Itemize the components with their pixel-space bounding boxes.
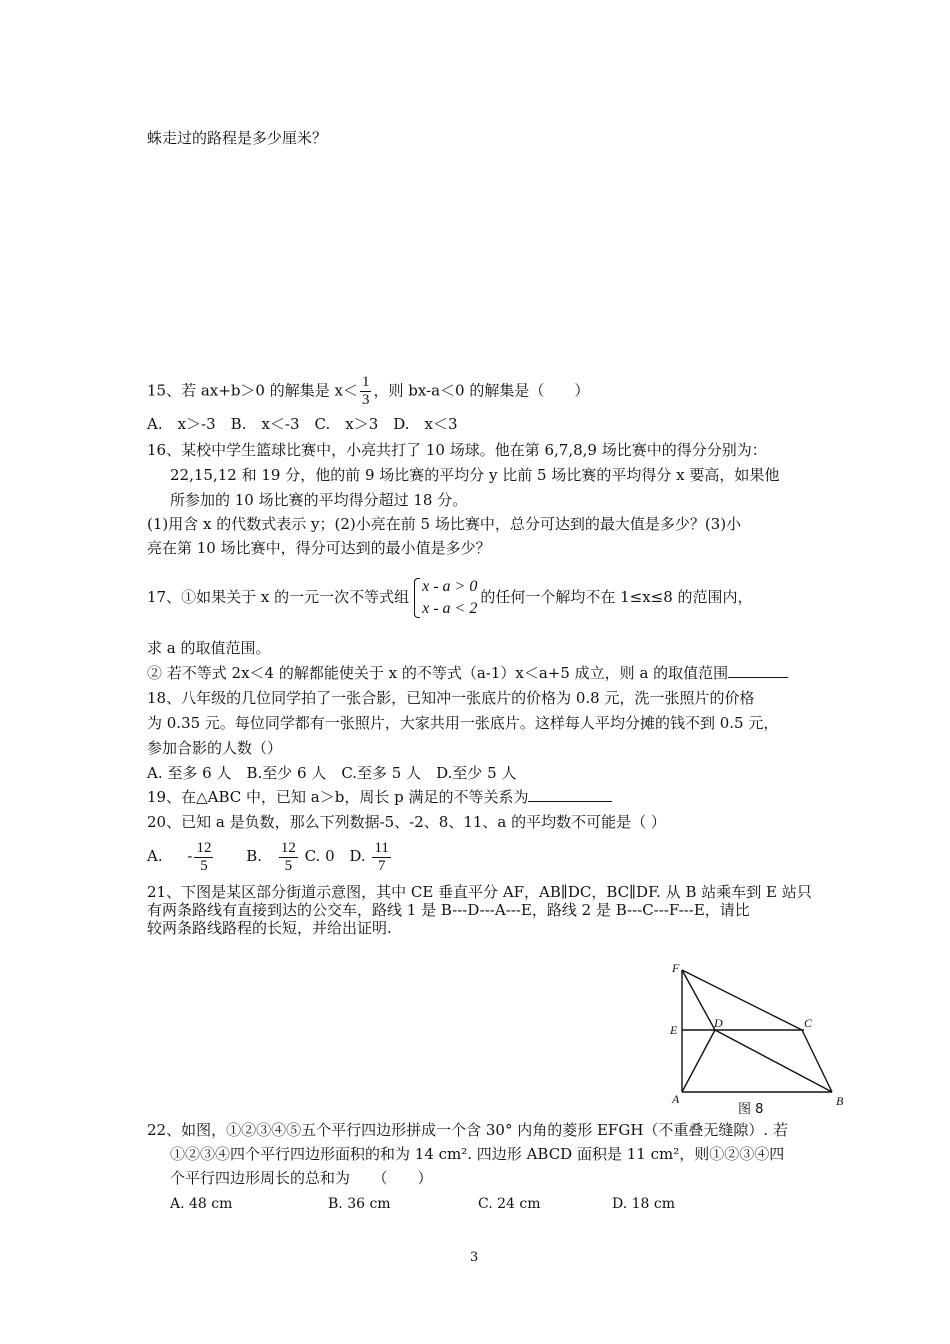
q18-line-2: 为 0.35 元。每位同学都有一张照片，大家共用一张底片。这样每人平均分摊的钱不到 0.5 元， — [147, 714, 779, 732]
q18-line-3: 参加合影的人数（） — [147, 739, 283, 757]
q16-line-2: 22,15,12 和 19 分，他的前 9 场比赛的平均分 y 比前 5 场比赛的平均得分 x 要高，如果他 — [170, 466, 780, 484]
q20-option-b-num: 12 — [280, 839, 296, 856]
q18-line-1: 18、八年级的几位同学拍了一张合影，已知冲一张底片的价格为 0.8 元，洗一张照片的价格 — [147, 689, 755, 707]
q16-line-5: 亮在第 10 场比赛中，得分可达到的最小值是多少？ — [147, 539, 491, 557]
q15-stem-before: 15、若 ax+b＞0 的解集是 x＜ — [147, 381, 358, 400]
q17-stem — [147, 572, 753, 622]
segment-cb — [802, 1030, 832, 1092]
q18-options: A. 至多 6 人 B.至少 6 人 C.至多 5 人 D.至少 5 人 — [147, 764, 517, 782]
q15-fraction — [360, 374, 372, 409]
q22-option-d: D. 18 cm — [612, 1196, 676, 1212]
q22-line-3: 个平行四边形周长的总和为 （ ） — [170, 1169, 433, 1187]
q17-line-3-text: ② 若不等式 2x＜4 的解都能使关于 x 的不等式（a-1）x＜a+5 成立，则 a 的取值范围 — [147, 664, 729, 682]
q20-options — [147, 836, 393, 876]
q22-option-b: B. 36 cm — [328, 1196, 391, 1212]
q14-continuation: 蛛走过的路程是多少厘米？ — [147, 129, 328, 147]
q20-option-a-sign: - — [187, 847, 193, 865]
q17-system-line-2: x - a < 2 — [422, 600, 478, 617]
q22-option-c: C. 24 cm — [478, 1196, 541, 1212]
q19-stem — [147, 787, 612, 807]
q15-options: A. x＞-3 B. x＜-3 C. x＞3 D. x＜3 — [147, 415, 458, 433]
q17-answer-blank — [728, 663, 788, 678]
q22-option-a: A. 48 cm — [170, 1196, 233, 1212]
q19-answer-blank — [528, 787, 612, 802]
point-label-a: A — [672, 1092, 680, 1106]
q20-option-b-fraction — [279, 840, 298, 875]
q21-line-1: 21、下图是某区部分街道示意图，其中 CE 垂直平分 AF，AB∥DC，BC∥DF. 从 B 站乘车到 E 站只 — [147, 883, 812, 901]
q22-line-2: ①②③④四个平行四边形面积的和为 14 cm². 四边形 ABCD 面积是 11 cm²，则①②③④四 — [170, 1145, 785, 1163]
q15-frac-num: 1 — [361, 374, 370, 390]
q16-line-3: 所参加的 10 场比赛的平均得分超过 18 分。 — [170, 491, 468, 509]
q20-option-a-label: A. — [147, 847, 163, 865]
q15-stem-after: ，则 bx-a＜0 的解集是（ ） — [373, 381, 590, 400]
q15-frac-den: 3 — [361, 392, 370, 408]
q17-line-2: 求 a 的取值范围。 — [147, 639, 271, 657]
figure-caption: 图 8 — [738, 1102, 764, 1116]
q17-line-3 — [147, 663, 788, 683]
q20-option-d-label: D. — [349, 847, 366, 865]
q16-line-4: (1)用含 x 的代数式表示 y；(2)小亮在前 5 场比赛中，总分可达到的最大值是多少？(3)小 — [147, 515, 742, 533]
q17-inequality-system — [412, 576, 477, 620]
q20-option-c: C. 0 — [304, 847, 335, 865]
q20-option-b-den: 5 — [284, 857, 293, 874]
q20-stem: 20、已知 a 是负数，那么下列数据-5、-2、8、11、a 的平均数不可能是（ ） — [147, 813, 666, 831]
point-label-d: D — [714, 1016, 723, 1030]
q21-line-2: 有两条路线有直接到达的公交车，路线 1 是 B---D---A---E，路线 2 是 B---C---F---E，请比 — [147, 901, 750, 919]
q22-line-1: 22、如图，①②③④⑤五个平行四边形拼成一个含 30° 内角的菱形 EFGH（不重叠无缝隙）. 若 — [147, 1121, 788, 1139]
q20-option-b-label: B. — [246, 847, 263, 865]
street-diagram-figure-8 — [664, 960, 854, 1116]
q17-after: 的任何一个解均不在 1≤x≤8 的范围内， — [480, 588, 753, 606]
point-label-e: E — [670, 1023, 678, 1037]
q20-option-a-fraction — [194, 840, 213, 875]
point-label-b: B — [836, 1094, 844, 1108]
point-label-f: F — [672, 961, 680, 975]
q20-option-a-num: 12 — [196, 839, 212, 856]
q21-line-3: 较两条路线路程的长短，并给出证明. — [147, 919, 392, 937]
point-label-c: C — [804, 1016, 813, 1030]
q16-line-1: 16、某校中学生篮球比赛中，小亮共打了 10 场球。他在第 6,7,8,9 场比赛中的得分分别为： — [147, 441, 767, 459]
q15-stem — [147, 374, 589, 409]
page-number: 3 — [470, 1250, 479, 1265]
segment-da — [682, 1030, 715, 1092]
segment-db — [715, 1030, 832, 1092]
q20-option-d-den: 7 — [377, 857, 386, 874]
q17-system-line-1: x - a > 0 — [422, 578, 478, 595]
q17-before: 17、①如果关于 x 的一元一次不等式组 — [147, 588, 410, 606]
q20-option-d-fraction — [372, 840, 390, 875]
q20-option-a-den: 5 — [200, 857, 208, 874]
q19-text: 19、在△ABC 中，已知 a＞b，周长 p 满足的不等关系为 — [147, 788, 529, 806]
q20-option-d-num: 11 — [374, 839, 389, 856]
segment-fc — [682, 970, 802, 1030]
